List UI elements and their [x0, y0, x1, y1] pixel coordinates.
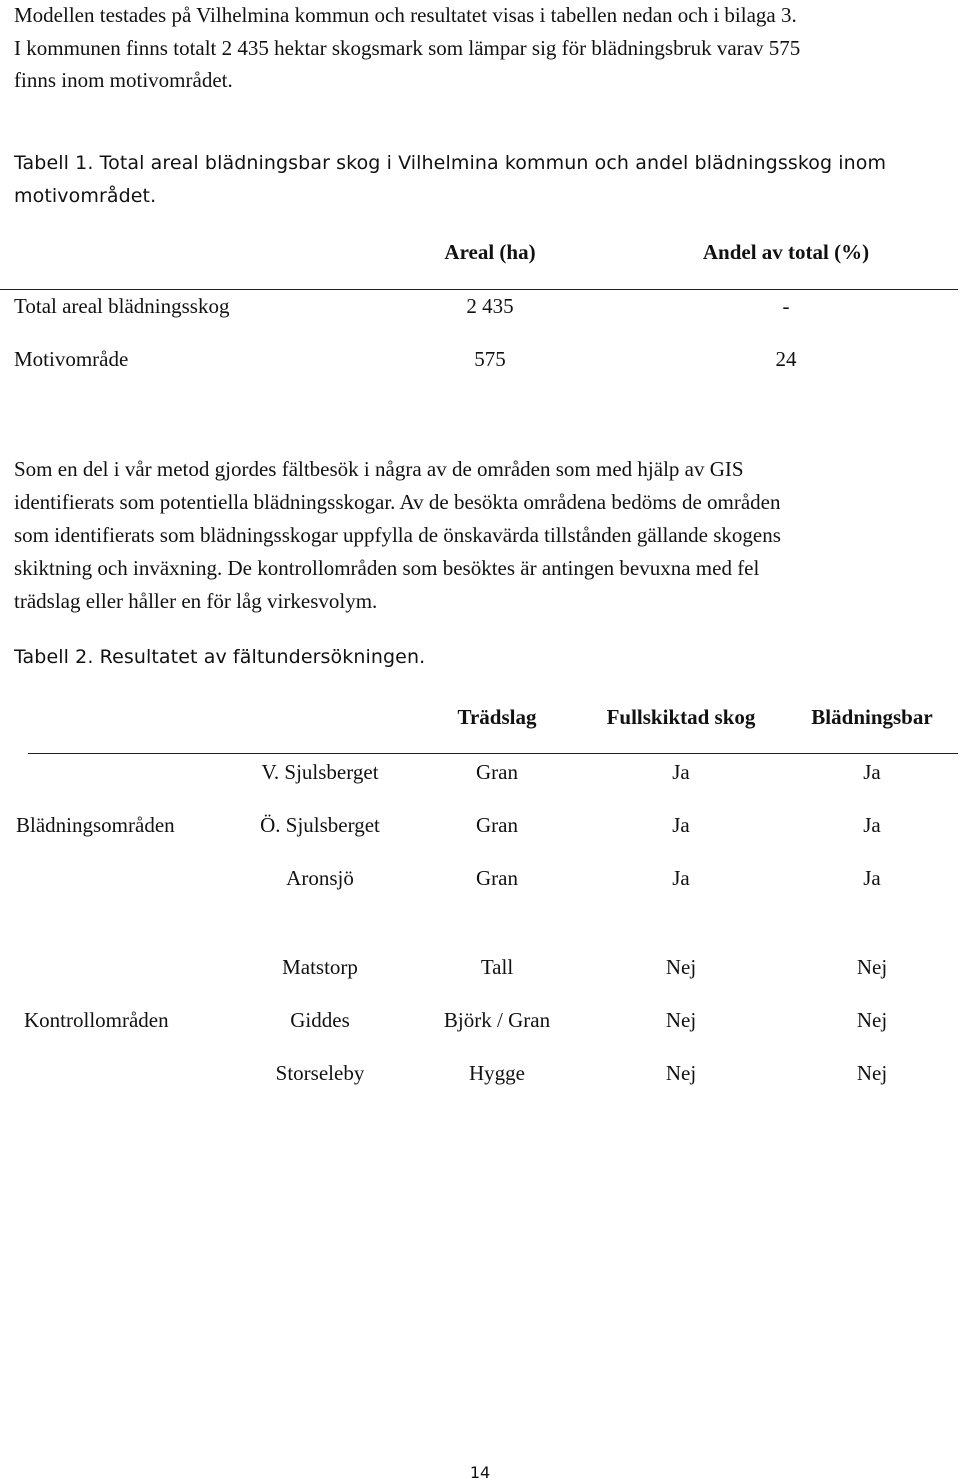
body-line: Som en del i vår metod gjordes fältbesök i några av de områden som med hjälp av GIS: [14, 457, 744, 481]
table1-row-label: Total areal blädningsskog: [14, 294, 230, 318]
table2-cell-tradslag: Hygge: [469, 1061, 525, 1085]
table2-caption: Tabell 2. Resultatet av fältundersökningen.: [14, 646, 426, 668]
table1-cell-andel: 24: [775, 347, 797, 371]
table2-cell-bladningsbar: Nej: [856, 955, 888, 979]
table2-cell-fullskiktad: Ja: [672, 866, 690, 890]
table2-cell-fullskiktad: Nej: [665, 955, 697, 979]
table1-header-areal: Areal (ha): [444, 240, 536, 264]
table1-cell-areal: 2 435: [466, 294, 514, 318]
table2-group-label: Blädningsområden: [16, 813, 175, 837]
body-line: skiktning och inväxning. De kontrollområden som besöktes är antingen bevuxna med fel: [14, 556, 760, 580]
body-line: identifierats som potentiella blädningsskogar. Av de besökta områdena bedöms de områden: [14, 490, 781, 514]
caption-line: motivområdet.: [14, 185, 157, 207]
table1-header-rule: [0, 289, 958, 290]
body-line: trädslag eller håller en för låg virkesvolym.: [14, 589, 378, 613]
table2-cell-tradslag: Gran: [476, 866, 518, 890]
table2-cell-bladningsbar: Ja: [863, 813, 881, 837]
table2-cell-fullskiktad: Nej: [665, 1008, 697, 1032]
table2-group-label: Kontrollområden: [24, 1008, 169, 1032]
table2-cell-bladningsbar: Nej: [856, 1061, 888, 1085]
table1-cell-areal: 575: [474, 347, 506, 371]
table1-header-andel: Andel av total (%): [702, 240, 870, 264]
table2-cell-site: Storseleby: [275, 1061, 365, 1085]
table2-header-fullskiktad: Fullskiktad skog: [606, 705, 756, 729]
table2-cell-tradslag: Gran: [476, 760, 518, 784]
table2-cell-site: Giddes: [290, 1008, 350, 1032]
table1-cell-andel: -: [782, 294, 790, 318]
table2-cell-fullskiktad: Ja: [672, 760, 690, 784]
table2-cell-site: V. Sjulsberget: [261, 760, 379, 784]
table1-row-label: Motivområde: [14, 347, 129, 371]
table2-cell-bladningsbar: Ja: [863, 760, 881, 784]
table2-cell-site: Aronsjö: [286, 866, 354, 890]
intro-line: finns inom motivområdet.: [14, 68, 233, 92]
table2-cell-tradslag: Gran: [476, 813, 518, 837]
intro-line: Modellen testades på Vilhelmina kommun och resultatet visas i tabellen nedan och i bilaga 3.: [14, 3, 797, 27]
table2-cell-fullskiktad: Nej: [665, 1061, 697, 1085]
page-number: 14: [469, 1463, 491, 1482]
table2-cell-tradslag: Björk / Gran: [443, 1008, 551, 1032]
table2-header-bladningsbar: Blädningsbar: [811, 705, 933, 729]
intro-line: I kommunen finns totalt 2 435 hektar skogsmark som lämpar sig för blädningsbruk varav 575: [14, 36, 801, 60]
body-line: som identifierats som blädningsskogar uppfylla de önskavärda tillstånden gällande skogens: [14, 523, 781, 547]
table2-cell-bladningsbar: Nej: [856, 1008, 888, 1032]
table2-header-tradslag: Trädslag: [457, 705, 537, 729]
table2-header-rule: [28, 753, 958, 754]
table2-cell-site: Matstorp: [282, 955, 358, 979]
table2-cell-tradslag: Tall: [480, 955, 514, 979]
table2-cell-fullskiktad: Ja: [672, 813, 690, 837]
caption-line: Tabell 1. Total areal blädningsbar skog i Vilhelmina kommun och andel blädningsskog inom: [14, 152, 887, 174]
table2-cell-bladningsbar: Ja: [863, 866, 881, 890]
table2-cell-site: Ö. Sjulsberget: [260, 813, 380, 837]
